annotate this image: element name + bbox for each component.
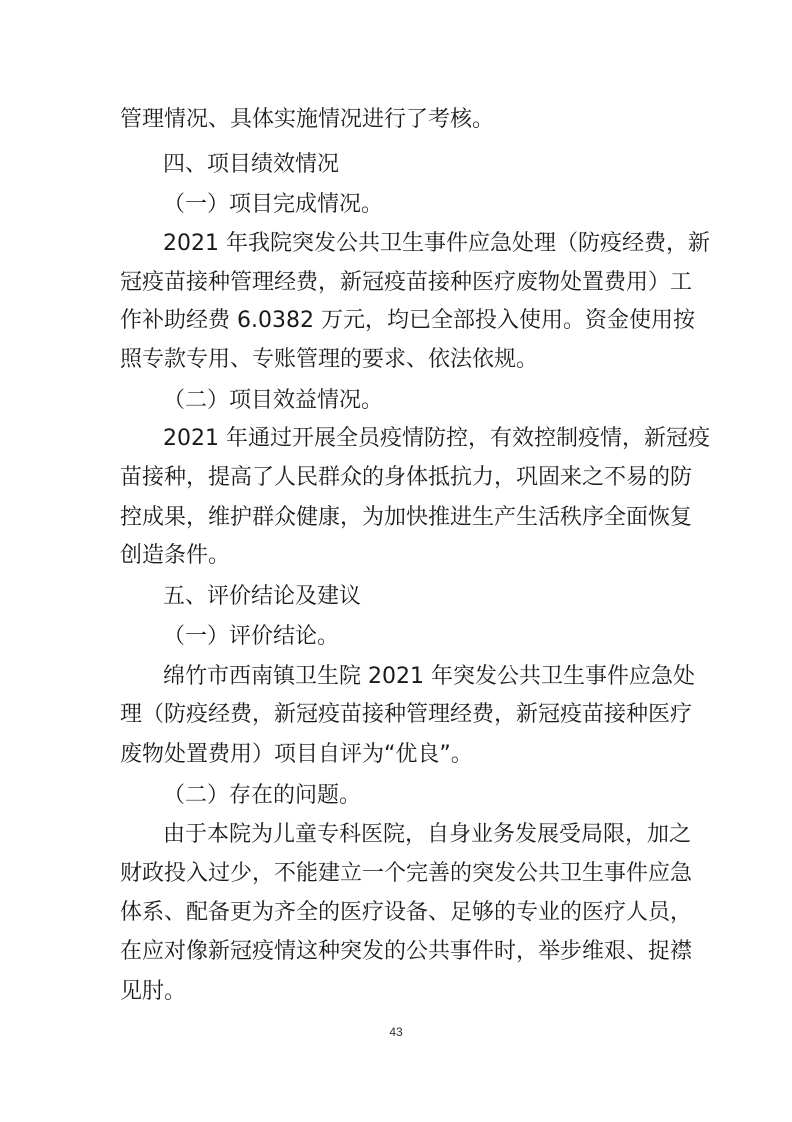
paragraph-line: 2021 年通过开展全员疫情防控，有效控制疫情，新冠疫 [163, 426, 710, 451]
subsection-heading: （一）项目完成情况。 [163, 192, 384, 217]
paragraph-line: 绵竹市西南镇卫生院 2021 年突发公共卫生事件应急处 [163, 664, 695, 689]
paragraph-line: 苗接种，提高了人民群众的身体抵抗力，巩固来之不易的防 [120, 465, 693, 490]
paragraph-line: 控成果，维护群众健康，为加快推进生产生活秩序全面恢复 [120, 505, 693, 530]
paragraph-line: 照专款专用、专账管理的要求、依法依规。 [120, 347, 539, 372]
paragraph-line: 2021 年我院突发公共卫生事件应急处理（防疫经费，新 [163, 231, 710, 256]
paragraph-line: 在应对像新冠疫情这种突发的公共事件时，举步维艰、捉襟 [120, 939, 693, 964]
paragraph-line: 管理情况、具体实施情况进行了考核。 [120, 107, 495, 132]
paragraph-line: 体系、配备更为齐全的医疗设备、足够的专业的医疗人员， [120, 900, 693, 925]
paragraph-line: 财政投入过少，不能建立一个完善的突发公共卫生事件应急 [120, 861, 693, 886]
paragraph-line: 理（防疫经费，新冠疫苗接种管理经费，新冠疫苗接种医疗 [120, 702, 693, 727]
subsection-heading: （二）存在的问题。 [163, 783, 362, 808]
subsection-heading: （一）评价结论。 [163, 624, 340, 649]
paragraph-line: 冠疫苗接种管理经费，新冠疫苗接种医疗废物处置费用）工 [120, 270, 693, 295]
subsection-heading: （二）项目效益情况。 [163, 388, 384, 413]
section-heading: 四、项目绩效情况 [163, 152, 340, 177]
paragraph-line: 废物处置费用）项目自评为“优良”。 [120, 742, 473, 767]
paragraph-line: 由于本院为儿童专科医院，自身业务发展受局限，加之 [163, 822, 692, 847]
paragraph-line: 见肘。 [120, 979, 187, 1004]
page-number: 43 [389, 1025, 403, 1039]
section-heading: 五、评价结论及建议 [163, 584, 362, 609]
paragraph-line: 作补助经费 6.0382 万元，均已全部投入使用。资金使用按 [120, 308, 695, 333]
paragraph-line: 创造条件。 [120, 543, 231, 568]
